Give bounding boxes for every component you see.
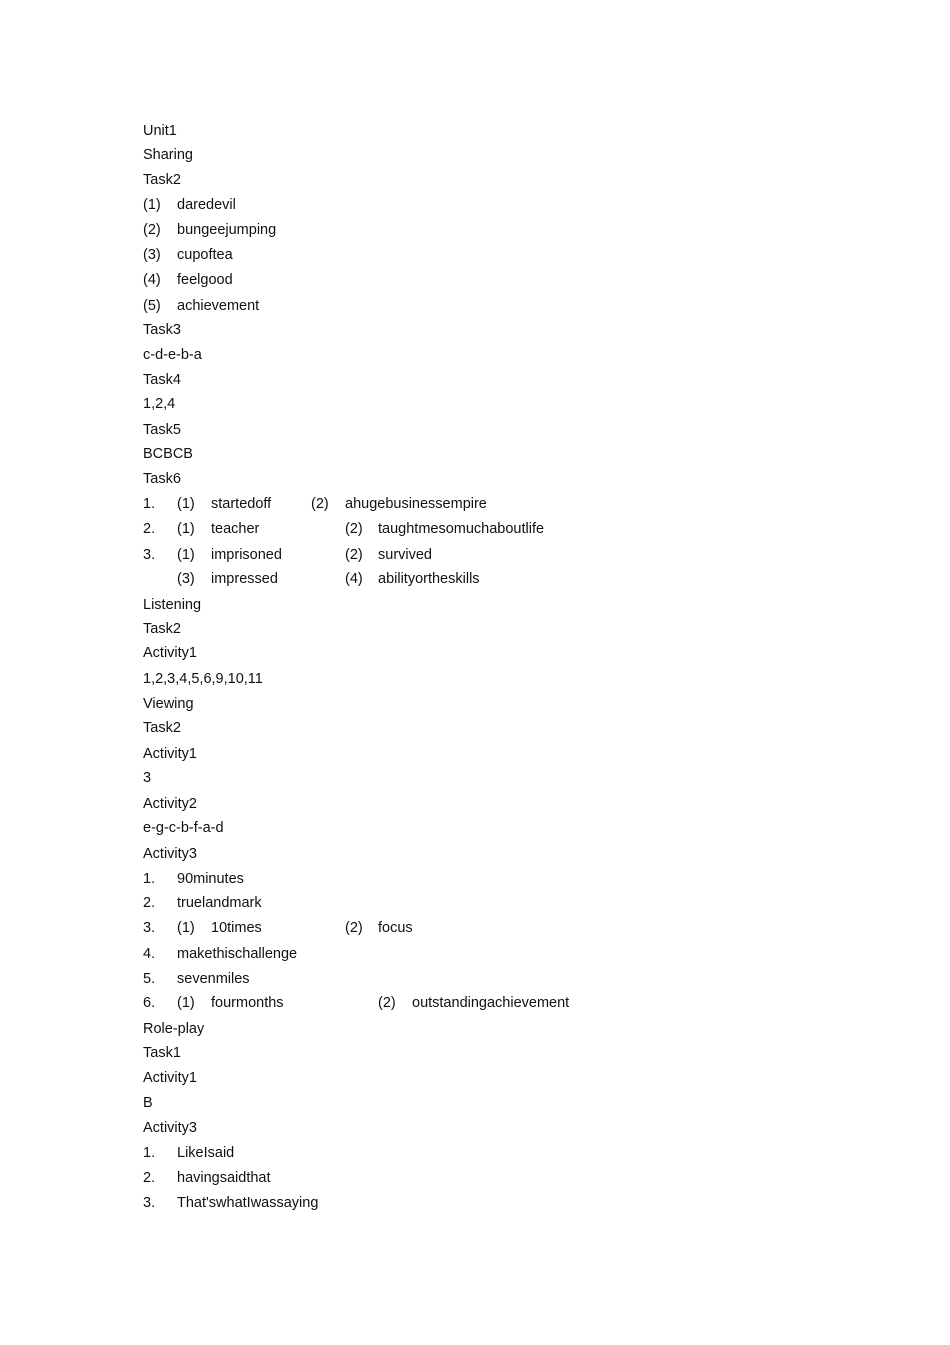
item-number: 2. [143,521,156,537]
answer-text: havingsaidthat [177,1170,271,1186]
item-number: 2. [143,1170,156,1186]
item-number: 2. [143,895,156,911]
answer-text: 10times [211,920,262,936]
activity-heading: Activity3 [143,846,197,862]
activity-heading: Activity1 [143,1070,197,1086]
sub-item-number: (1) [177,995,195,1011]
answer-text: feelgood [177,272,233,288]
answer-text: sevenmiles [177,971,250,987]
answer-text: B [143,1095,153,1111]
answer-text: daredevil [177,197,236,213]
answer-text: impressed [211,571,278,587]
item-number: 1. [143,871,156,887]
task-heading: Task1 [143,1045,181,1061]
answer-text: abilityortheskills [378,571,480,587]
item-number: 3. [143,547,156,563]
item-number: 3. [143,1195,156,1211]
task-heading: Task6 [143,471,181,487]
answer-text: 1,2,3,4,5,6,9,10,11 [143,671,263,687]
item-number: 3. [143,920,156,936]
item-number: (2) [143,222,161,238]
sub-item-number: (1) [177,920,195,936]
answer-text: c-d-e-b-a [143,347,202,363]
answer-text: 90minutes [177,871,244,887]
sub-item-number: (2) [345,920,363,936]
unit-title: Unit1 [143,123,177,139]
answer-text: That'swhatIwassaying [177,1195,319,1211]
item-number: 5. [143,971,156,987]
answer-text: LikeIsaid [177,1145,235,1161]
answer-text: taughtmesomuchaboutlife [378,521,545,537]
answer-text: startedoff [211,496,272,512]
answer-text: truelandmark [177,895,262,911]
item-number: (1) [143,197,161,213]
task-heading: Task2 [143,172,181,188]
section-heading-sharing: Sharing [143,147,193,163]
answer-text: imprisoned [211,547,282,563]
answer-text: 1,2,4 [143,396,176,412]
item-number: 6. [143,995,156,1011]
sub-item-number: (2) [378,995,396,1011]
answer-text: makethischallenge [177,946,298,962]
sub-item-number: (1) [177,521,195,537]
sub-item-number: (2) [311,496,329,512]
activity-heading: Activity2 [143,796,197,812]
activity-heading: Activity1 [143,645,197,661]
section-heading-listening: Listening [143,597,202,613]
section-heading-roleplay: Role-play [143,1021,205,1037]
activity-heading: Activity1 [143,746,197,762]
task-heading: Task4 [143,372,181,388]
answer-text: e-g-c-b-f-a-d [143,820,224,836]
answer-text: outstandingachievement [412,995,570,1011]
sub-item-number: (2) [345,521,363,537]
task-heading: Task5 [143,422,181,438]
answer-text: bungeejumping [177,222,277,238]
section-heading-viewing: Viewing [143,696,194,712]
sub-item-number: (3) [177,571,195,587]
sub-item-number: (4) [345,571,363,587]
answer-text: teacher [211,521,260,537]
sub-item-number: (2) [345,547,363,563]
answer-text: achievement [177,298,260,314]
answer-text: fourmonths [211,995,284,1011]
item-number: 1. [143,1145,156,1161]
answer-text: BCBCB [143,446,193,462]
item-number: 4. [143,946,156,962]
sub-item-number: (1) [177,496,195,512]
task-heading: Task2 [143,720,181,736]
answer-text: cupoftea [177,247,233,263]
task-heading: Task2 [143,621,181,637]
answer-text: focus [378,920,413,936]
sub-item-number: (1) [177,547,195,563]
task-heading: Task3 [143,322,181,338]
answer-text: 3 [143,770,152,786]
answer-text: ahugebusinessempire [345,496,487,512]
item-number: (3) [143,247,161,263]
item-number: (4) [143,272,161,288]
answer-text: survived [378,547,432,563]
item-number: (5) [143,298,161,314]
activity-heading: Activity3 [143,1120,197,1136]
item-number: 1. [143,496,156,512]
